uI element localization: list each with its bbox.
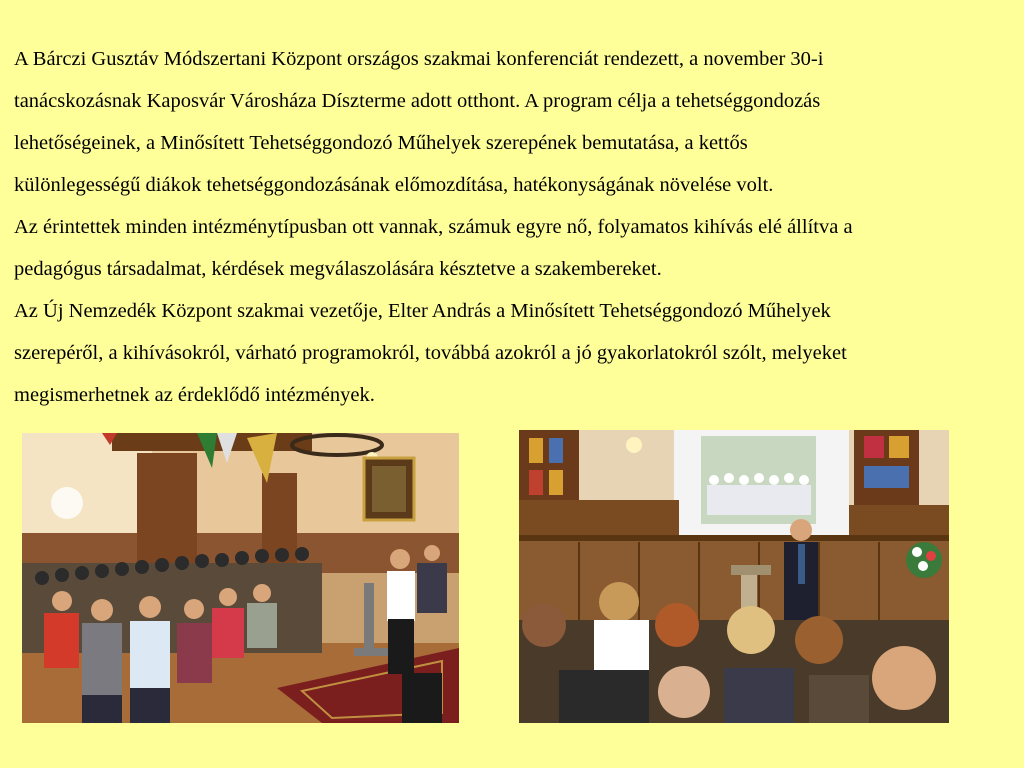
- article-line: A Bárczi Gusztáv Módszertani Központ országos szakmai konferenciát rendezett, a november 30-i: [14, 48, 824, 70]
- presentation-image: [519, 430, 949, 723]
- article-line: különlegességű diákok tehetséggondozásának előmozdítása, hatékonyságának növelése volt.: [14, 174, 774, 196]
- article-line: tanácskozásnak Kaposvár Városháza Díszterme adott otthont. A program célja a tehetséggondozás: [14, 90, 821, 112]
- article-text: [14, 38, 1014, 416]
- article-line: Az Új Nemzedék Központ szakmai vezetője, Elter András a Minősített Tehetséggondozó Műhelyek: [14, 300, 831, 322]
- article-line: szerepéről, a kihívásokról, várható programokról, továbbá azokról a jó gyakorlatokról szólt, melyeket: [14, 342, 847, 364]
- article-line: Az érintettek minden intézménytípusban ott vannak, számuk egyre nő, folyamatos kihívás elé állítva a: [14, 216, 853, 238]
- conference-hall-image: [22, 433, 459, 723]
- article-line: megismerhetnek az érdeklődő intézmények.: [14, 384, 375, 406]
- conference-hall-photo: [22, 433, 459, 723]
- article-line: lehetőségeinek, a Minősített Tehetséggondozó Műhelyek szerepének bemutatása, a kettős: [14, 132, 748, 154]
- article-line: pedagógus társadalmat, kérdések megválaszolására késztetve a szakembereket.: [14, 258, 662, 280]
- presentation-photo: [519, 430, 949, 723]
